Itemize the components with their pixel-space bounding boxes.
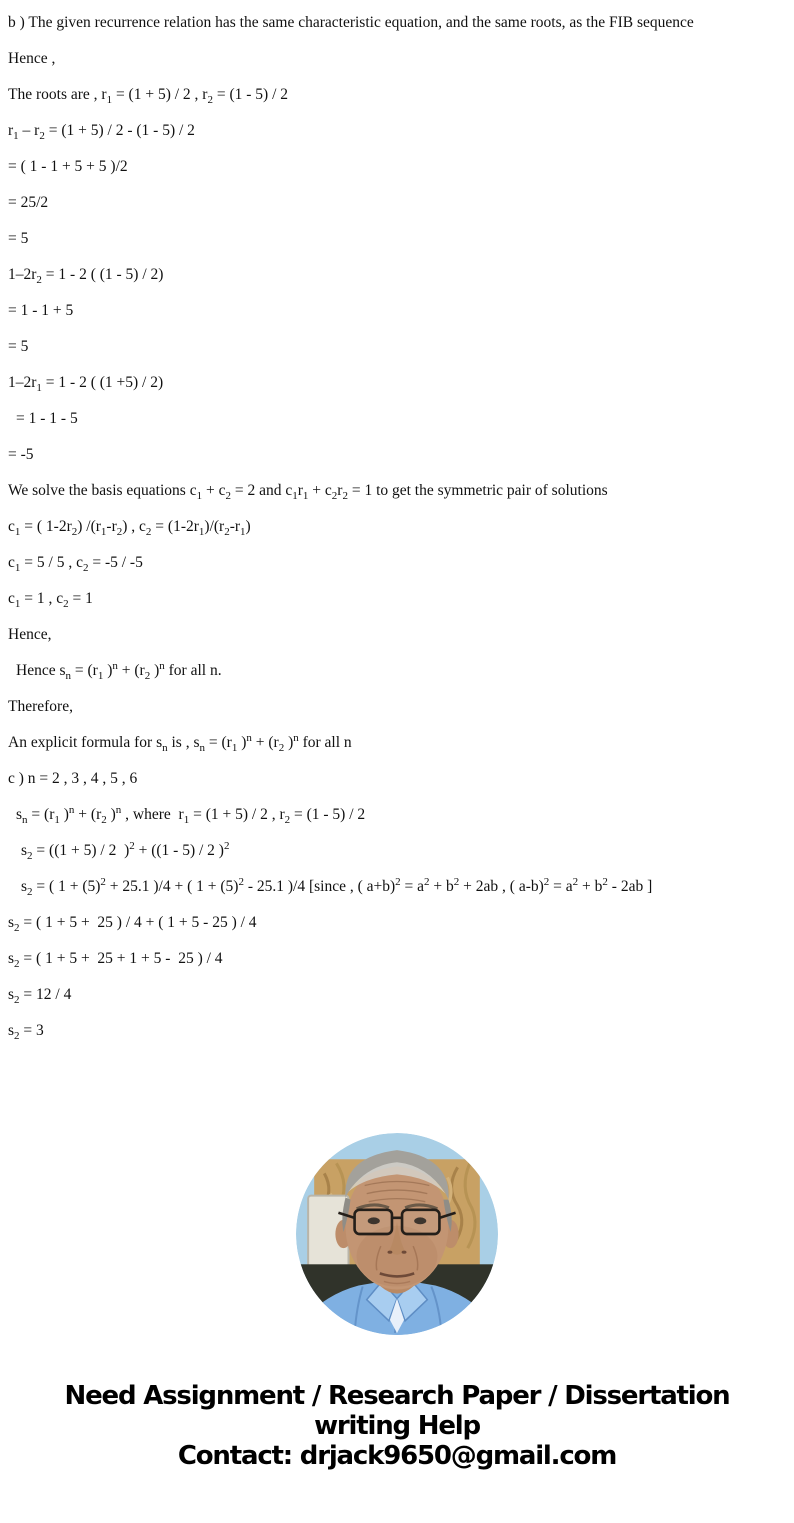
text-line-3: The roots are , $r_1 = (1 + 5) / 2$ , $r_2 = (1 - 5) / 2$ (8, 86, 289, 106)
text-line-5: = ( 1 - 1 + 5 + 5 )/2 (8, 158, 128, 175)
footer-contact-email: Contact: drjack9650@gmail.com (177, 1441, 617, 1471)
text-line-6: = 25/2 (8, 194, 49, 211)
text-line-8: $1-2r_2 = 1 - 2$ ( (1 - 5) / 2) (8, 266, 164, 286)
text-line-15: $c_1$ = ( $1-2r_2$) $/(r_1-r_2)$ , $c_2 = (1-2r_1)/(r_2-r_1)$ (8, 518, 251, 538)
text-line-12: = 1 - 1 - 5 (16, 410, 78, 427)
text-line-13: = -5 (8, 446, 34, 463)
text-line-21: An explicit formula for $s_n$ is , $s_n = (r_1$ )$^n + (r_2$ )$^n$ for all n (8, 732, 352, 754)
text-line-25: $s_2$ = ( $1 + (5)^2 + 25.1$ )/4 + ( $1 + (5)^2 - 25.1$ )/4 [since , ( $a+b)^2 = a^2 + b^2 + 2ab$ , ( $a-b)^2 = a^2 + b^2 - 2ab$ ] (21, 876, 653, 898)
text-line-16: $c_1 = 5 / 5$ , $c_2 = -5 / -5$ (8, 554, 143, 574)
footer-banner (0, 1381, 794, 1499)
text-line-19: Hence $s_n = (r_1$ )$^n + (r_2$ )$^n$ for all n. (16, 660, 222, 682)
text-line-18: Hence, (8, 626, 52, 643)
nostril-left (388, 1251, 393, 1254)
text-line-24: $s_2 = ((1 + 5) / 2$ )$^2$ + ((1 - 5) / 2 )$^2$ (21, 840, 230, 862)
tutor-photo-illustration (296, 1133, 498, 1335)
text-line-9: = 1 - 1 + 5 (8, 302, 74, 319)
photo-section (0, 1133, 794, 1335)
text-line-2: Hence , (8, 50, 56, 67)
text-line-17: $c_1 = 1$ , $c_2 = 1$ (8, 590, 93, 610)
text-line-23: $s_n = (r_1$ )$^n + (r_2$ )$^n$ , where $r_1 = (1 + 5) / 2$ , $r_2 = (1 - 5) / 2$ (16, 804, 366, 826)
footer-line-1: Need Assignment / Research Paper / Dissertation (64, 1381, 730, 1411)
text-line-28: $s_2 = 12 / 4$ (8, 986, 72, 1006)
text-line-22: c ) n = 2 , 3 , 4 , 5 , 6 (8, 770, 138, 787)
text-line-14: We solve the basis equations $c_1 + c_2 = 2$ and $c_1r_1 + c_2r_2 = 1$ to get the symmetric pair of solutions (8, 482, 608, 502)
text-line-4: $r_1 - r_2 = (1 + 5) / 2 - (1 - 5) / 2$ (8, 122, 195, 142)
text-line-7: = 5 (8, 230, 29, 247)
text-line-20: Therefore, (8, 698, 73, 715)
text-line-10: = 5 (8, 338, 29, 355)
text-line-26: $s_2$ = ( 1 + 5 + 25 ) / 4 + ( 1 + 5 - 25 ) / 4 (8, 914, 257, 934)
nostril-right (402, 1251, 407, 1254)
text-line-27: $s_2$ = ( 1 + 5 + 25 + 1 + 5 - 25 ) / 4 (8, 950, 223, 970)
tutor-photo (296, 1133, 498, 1335)
footer-line-2: writing Help (314, 1411, 480, 1441)
text-line-29: $s_2 = 3$ (8, 1022, 44, 1042)
text-line-1: b ) The given recurrence relation has the same characteristic equation, and the same roots, as the FIB sequence (8, 14, 694, 31)
text-line-11: $1-2r_1 = 1 - 2$ ( (1 +5) / 2) (8, 374, 164, 394)
